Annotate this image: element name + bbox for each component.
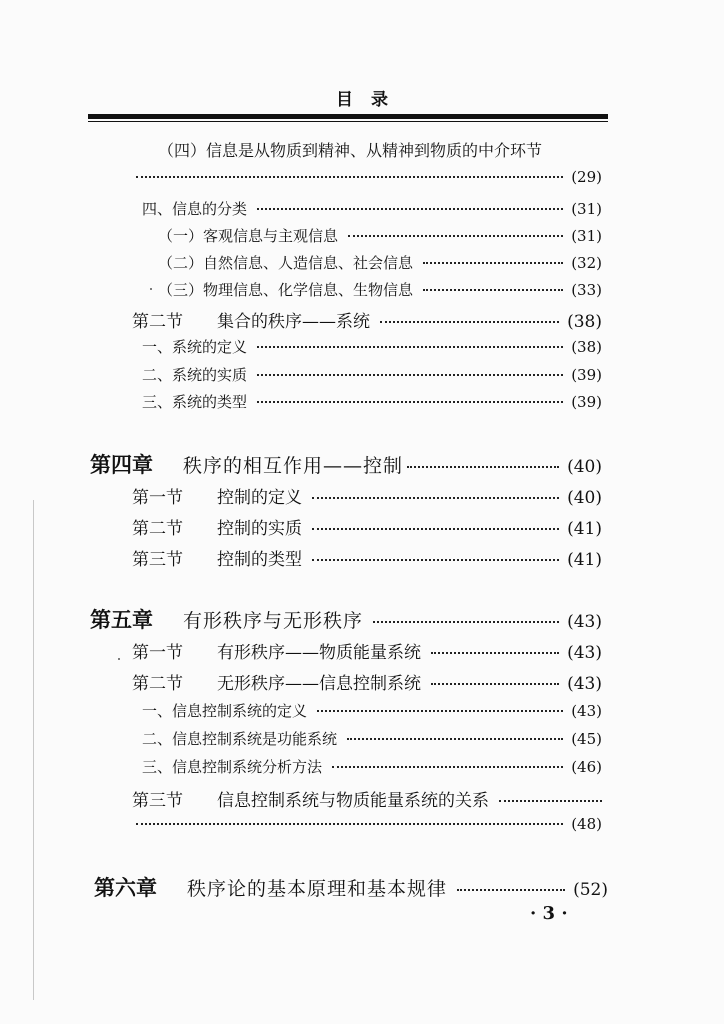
dot-leader bbox=[457, 889, 565, 891]
toc-entry-continuation[interactable] bbox=[136, 168, 602, 186]
dot-leader bbox=[312, 497, 559, 499]
toc-entry-text: （四）信息是从物质到精神、从精神到物质的中介环节 bbox=[158, 141, 543, 160]
toc-entry-text: （三）物理信息、化学信息、生物信息 bbox=[158, 281, 414, 299]
dot-leader bbox=[257, 374, 563, 376]
toc-page-number: (43) bbox=[571, 702, 602, 720]
footer-page-number: · 3 · bbox=[530, 903, 568, 924]
toc-entry-text: （一）客观信息与主观信息 bbox=[158, 227, 339, 245]
toc-page-number: (39) bbox=[571, 393, 602, 411]
toc-chapter-title: 有形秩序与无形秩序 bbox=[183, 610, 364, 632]
toc-entry-text: （二）自然信息、人造信息、社会信息 bbox=[158, 254, 414, 272]
header-rule-thin bbox=[88, 121, 608, 122]
toc-section-label: 第二节 bbox=[132, 674, 183, 694]
dot-leader bbox=[257, 401, 563, 403]
toc-entry[interactable] bbox=[142, 728, 602, 749]
scan-margin-line bbox=[33, 500, 34, 1000]
toc-section[interactable] bbox=[132, 514, 602, 539]
toc-section-title: 控制的类型 bbox=[217, 550, 302, 570]
toc-entry[interactable] bbox=[142, 391, 602, 412]
toc-page-number: (38) bbox=[567, 312, 602, 332]
dot-leader bbox=[136, 823, 563, 825]
toc-section-title: 信息控制系统与物质能量系统的关系 bbox=[217, 791, 489, 811]
dot-leader bbox=[312, 559, 559, 561]
dot-leader bbox=[423, 262, 563, 264]
dot-leader bbox=[348, 235, 563, 237]
dot-leader bbox=[407, 466, 559, 468]
toc-section-label: 第一节 bbox=[132, 488, 183, 508]
dot-leader bbox=[373, 621, 559, 623]
toc-section[interactable] bbox=[132, 307, 602, 332]
toc-entry[interactable] bbox=[158, 279, 602, 300]
toc-entry[interactable] bbox=[142, 364, 602, 385]
toc-page-number: (31) bbox=[571, 227, 602, 245]
dot-leader bbox=[136, 176, 563, 178]
toc-page-number: (40) bbox=[567, 457, 602, 477]
toc-section-label: 第三节 bbox=[132, 550, 183, 570]
toc-chapter-label: 第六章 bbox=[94, 876, 157, 900]
toc-page-number: (41) bbox=[567, 519, 602, 539]
toc-chapter-title: 秩序论的基本原理和基本规律 bbox=[187, 878, 448, 900]
toc-page-number: (40) bbox=[567, 488, 602, 508]
toc-entry-text: 四、信息的分类 bbox=[142, 200, 248, 218]
dot-leader bbox=[380, 321, 559, 323]
toc-page-number: (33) bbox=[571, 281, 602, 299]
toc-page-number: (43) bbox=[567, 612, 602, 632]
dot-leader bbox=[347, 738, 563, 740]
dot-leader bbox=[499, 800, 602, 802]
toc-chapter-label: 第五章 bbox=[90, 608, 153, 632]
toc-section-title: 控制的定义 bbox=[217, 488, 302, 508]
dot-leader bbox=[317, 710, 563, 712]
toc-chapter[interactable] bbox=[90, 449, 602, 479]
toc-entry-text: 二、信息控制系统是功能系统 bbox=[142, 730, 338, 748]
toc-entry-text: 三、信息控制系统分析方法 bbox=[142, 758, 323, 776]
toc-page-number: (48) bbox=[571, 815, 602, 833]
dot-leader bbox=[312, 528, 559, 530]
toc-entry-text: 一、系统的定义 bbox=[142, 338, 248, 356]
toc-chapter[interactable] bbox=[94, 872, 608, 902]
toc-entry[interactable] bbox=[142, 198, 602, 219]
dot-leader bbox=[332, 766, 563, 768]
dot-leader bbox=[431, 683, 559, 685]
toc-section[interactable] bbox=[132, 545, 602, 570]
toc-page-number: (46) bbox=[571, 758, 602, 776]
dot-leader bbox=[257, 346, 563, 348]
header-rule-thick bbox=[88, 114, 608, 119]
toc-page-number: (43) bbox=[567, 674, 602, 694]
toc-section-title: 有形秩序——物质能量系统 bbox=[217, 643, 421, 663]
toc-chapter-title: 秩序的相互作用——控制 bbox=[183, 455, 404, 477]
dot-leader bbox=[257, 208, 563, 210]
toc-section-title: 集合的秩序——系统 bbox=[217, 312, 370, 332]
toc-section-label: 第三节 bbox=[132, 791, 183, 811]
toc-entry-text: 一、信息控制系统的定义 bbox=[142, 702, 308, 720]
toc-entry-continuation[interactable] bbox=[136, 815, 602, 833]
toc-entry-text: 三、系统的类型 bbox=[142, 393, 248, 411]
toc-section-label: 第二节 bbox=[132, 312, 183, 332]
toc-section-title: 控制的实质 bbox=[217, 519, 302, 539]
toc-entry-text: 二、系统的实质 bbox=[142, 366, 248, 384]
toc-page-number: (43) bbox=[567, 643, 602, 663]
toc-page-number: (41) bbox=[567, 550, 602, 570]
toc-entry[interactable] bbox=[142, 336, 602, 357]
toc-entry[interactable] bbox=[158, 225, 602, 246]
toc-section-title: 无形秩序——信息控制系统 bbox=[217, 674, 421, 694]
scan-speck bbox=[150, 288, 152, 290]
toc-section-label: 第二节 bbox=[132, 519, 183, 539]
toc-page-number: (52) bbox=[573, 880, 608, 900]
page-header-title: 目录 bbox=[336, 90, 406, 110]
toc-section-label: 第一节 bbox=[132, 643, 183, 663]
toc-page-number: (39) bbox=[571, 366, 602, 384]
toc-page-number: (29) bbox=[571, 168, 602, 186]
toc-page-number: (32) bbox=[571, 254, 602, 272]
toc-section[interactable] bbox=[132, 638, 602, 663]
toc-section[interactable] bbox=[132, 483, 602, 508]
toc-section[interactable] bbox=[132, 669, 602, 694]
scan-speck bbox=[118, 658, 120, 660]
toc-chapter[interactable] bbox=[90, 604, 602, 634]
toc-section[interactable] bbox=[132, 786, 602, 811]
toc-entry[interactable] bbox=[158, 252, 602, 273]
dot-leader bbox=[431, 652, 559, 654]
toc-page-number: (45) bbox=[571, 730, 602, 748]
toc-entry[interactable] bbox=[158, 138, 598, 161]
toc-chapter-label: 第四章 bbox=[90, 453, 153, 477]
toc-page-number: (38) bbox=[571, 338, 602, 356]
dot-leader bbox=[423, 289, 563, 291]
toc-entry[interactable] bbox=[142, 700, 602, 721]
toc-page-number: (31) bbox=[571, 200, 602, 218]
toc-entry[interactable] bbox=[142, 756, 602, 777]
